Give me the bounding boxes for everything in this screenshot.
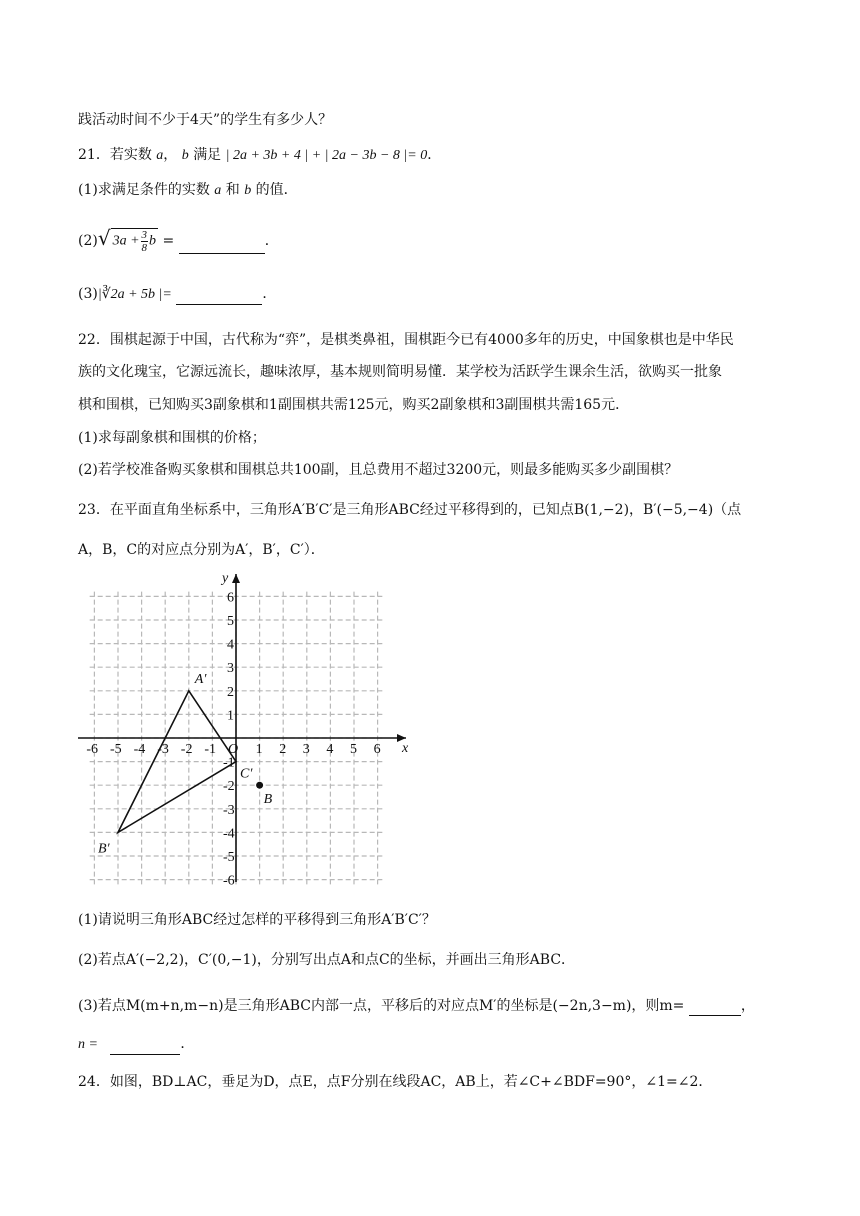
x-tick-label: -6 (86, 742, 99, 757)
q23-3-end: ． (180, 1036, 195, 1052)
y-tick-label: 5 (227, 614, 234, 629)
x-tick-label: -5 (110, 742, 122, 757)
x-tick-label: -2 (180, 742, 193, 757)
y-tick-label: -4 (223, 826, 235, 842)
q21-part3 (78, 284, 276, 305)
y-axis-arrow (232, 574, 240, 583)
q23-part3-line1 (78, 996, 755, 1016)
x-tick-label: 1 (255, 742, 263, 757)
y-tick-label: 6 (227, 590, 234, 606)
q21-2-eq: = (162, 233, 175, 249)
coordinate-grid-figure (70, 568, 420, 888)
var-a: a (156, 148, 164, 163)
y-tick-label: 1 (227, 708, 234, 724)
q23-3-n-label: n = (78, 1037, 98, 1052)
point-b-dot (256, 782, 263, 789)
origin-label: O (228, 742, 239, 757)
x-tick-label: 6 (373, 742, 381, 757)
q23-part1: (1)请说明三角形ABC经过怎样的平移得到三角形A′B′C′？ (78, 912, 436, 928)
q21-part1 (78, 180, 298, 201)
y-tick-label: -1 (223, 755, 235, 771)
q21-1-var-b: b (244, 183, 252, 198)
q21-part2: (2)√ 3a + $\frac{3}{8}$ b = ． (78, 226, 279, 255)
point-label: A′ (194, 671, 207, 687)
q21-3-end: ． (262, 286, 277, 302)
text-line-1: 践活动时间不少于4天”的学生有多少人？ (78, 112, 333, 128)
var-b: b (181, 148, 189, 163)
x-tick-label: -4 (133, 742, 146, 757)
q21-2-radicand: 3a + $\frac{3}{8}$ b (112, 229, 157, 255)
x-tick-label: 4 (326, 742, 334, 757)
q21-1-end: 的值． (255, 182, 298, 198)
x-tick-label: 2 (279, 742, 287, 757)
q23-part2: (2)若点A′(−2,2)，C′(0,−1)，分别写出点A和点C的坐标，并画出三角形ABC． (78, 952, 576, 968)
q23-3-text: (3)若点M(m+n,m−n)是三角形ABC内部一点，平移后的对应点M′的坐标是(−2n,3−m)，则m= (78, 998, 685, 1014)
q21-period: ． (427, 147, 442, 163)
y-axis-label: y (222, 571, 229, 586)
point-label: B′ (98, 841, 110, 857)
point-label: C′ (240, 766, 253, 782)
y-tick-label: 3 (227, 661, 234, 677)
y-tick-label: -6 (223, 873, 235, 888)
q21-equation: | 2a + 3b + 4 | + | 2a − 3b − 8 |= 0 (225, 148, 428, 163)
q21-1-and: 和 (225, 182, 240, 198)
x-tick-label: 3 (302, 742, 310, 757)
y-tick-label: 4 (227, 637, 234, 653)
q21-3-label: (3) (78, 286, 98, 302)
q22-line-3: 棋和围棋，已知购买3副象棋和1副围棋共需125元，购买2副象棋和3副围棋共需165元． (78, 397, 630, 413)
x-axis-label: x (402, 741, 409, 756)
q21-3-expr: |∛2a + 5b |= (97, 287, 172, 302)
q21-satisfy: 满足 (193, 147, 222, 163)
point-label: B (263, 792, 273, 808)
y-tick-label: 2 (227, 684, 234, 700)
q23-3-comma: ， (740, 998, 755, 1014)
q23-line-2: A，B，C的对应点分别为A′，B′，C′）． (78, 542, 325, 558)
q21-1-var-a: a (214, 183, 222, 198)
q21-2-end: ． (264, 233, 279, 249)
q21-3-blank[interactable] (176, 288, 262, 305)
x-tick-label: -3 (157, 742, 169, 757)
y-tick-label: -3 (223, 802, 235, 818)
q21-comma: ， (163, 147, 178, 163)
q23-3-blank-n[interactable] (110, 1038, 180, 1055)
q23-line-1: 23．在平面直角坐标系中，三角形A′B′C′是三角形ABC经过平移得到的，已知点B(1,−2)，B′(−5,−4)（点 (78, 502, 742, 518)
q21-2-blank[interactable] (179, 237, 265, 254)
q23-3-blank-m[interactable] (689, 999, 741, 1016)
q21-stem (78, 145, 441, 166)
y-tick-label: -5 (223, 850, 235, 865)
y-tick-label: -2 (223, 779, 235, 795)
q21-1-text: (1)求满足条件的实数 (78, 182, 210, 198)
q21-prefix: 21．若实数 (78, 147, 152, 163)
q24-stem: 24．如图，BD⊥AC，垂足为D，点E，点F分别在线段AC，AB上，若∠C+∠BDF=90°，∠1=∠2． (78, 1074, 713, 1090)
q22-part2: (2)若学校准备购买象棋和围棋总共100副，且总费用不超过3200元，则最多能购买多少副围棋？ (78, 462, 679, 478)
q22-line-1: 22．围棋起源于中国，古代称为“弈”，是棋类鼻祖，围棋距今已有4000多年的历史，中国象棋也是中华民 (78, 332, 734, 348)
q21-2-label: (2) (78, 233, 98, 249)
q22-line-2: 族的文化瑰宝，它源远流长，趣味浓厚，基本规则简明易懂．某学校为活跃学生课余生活，欲购买一批象 (78, 364, 722, 380)
x-tick-label: -1 (204, 742, 217, 757)
q22-part1: (1)求每副象棋和围棋的价格； (78, 430, 266, 446)
x-tick-label: 5 (350, 742, 357, 757)
q23-part3-line2 (78, 1034, 194, 1055)
